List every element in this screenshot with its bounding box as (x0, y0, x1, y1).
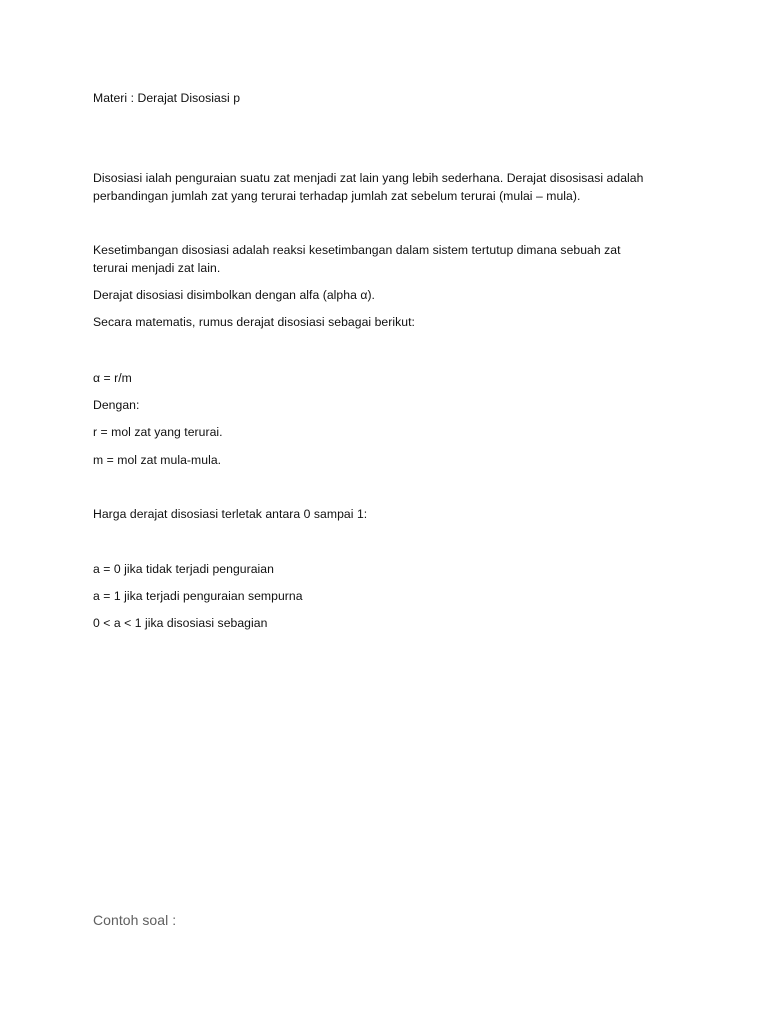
range-intro: Harga derajat disosiasi terletak antara 0 sampai 1: (93, 507, 368, 521)
dissociation-formula: α = r/m (93, 371, 132, 385)
example-heading: Contoh soal : (93, 912, 177, 928)
range-one: a = 1 jika terjadi penguraian sempurna (93, 589, 303, 603)
equilibrium-line-1: Kesetimbangan disosiasi adalah reaksi kesetimbangan dalam sistem tertutup dimana sebuah zat (93, 243, 621, 257)
intro-line-2: perbandingan jumlah zat yang terurai terhadap jumlah zat sebelum terurai (mulai – mula). (93, 189, 581, 203)
definition-m: m = mol zat mula-mula. (93, 453, 222, 467)
alpha-symbol-text: Derajat disosiasi disimbolkan dengan alfa (alpha α). (93, 288, 375, 302)
range-zero: a = 0 jika tidak terjadi penguraian (93, 562, 274, 576)
definition-r: r = mol zat yang terurai. (93, 425, 223, 439)
formula-intro: Secara matematis, rumus derajat disosiasi sebagai berikut: (93, 315, 415, 329)
range-partial: 0 < a < 1 jika disosiasi sebagian (93, 616, 268, 630)
intro-line-1: Disosiasi ialah penguraian suatu zat menjadi zat lain yang lebih sederhana. Derajat disosisasi adalah (93, 171, 644, 185)
equilibrium-line-2: terurai menjadi zat lain. (93, 261, 221, 275)
document-title: Materi : Derajat Disosiasi p (93, 91, 241, 105)
with-label: Dengan: (93, 398, 140, 412)
